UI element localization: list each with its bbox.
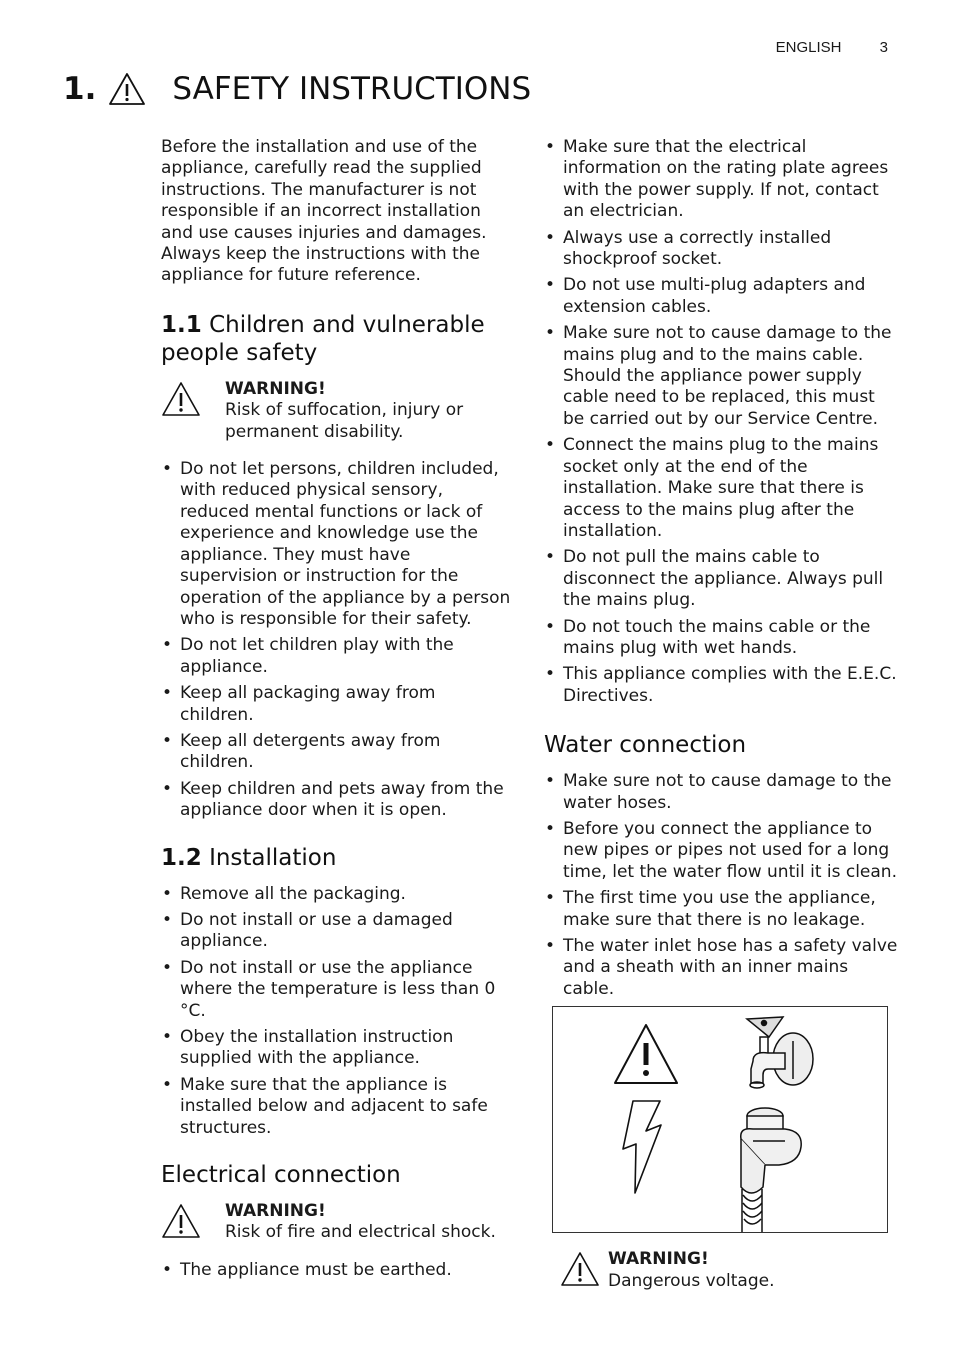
warning-triangle-icon bbox=[108, 72, 146, 106]
warning-triangle-icon bbox=[161, 1203, 201, 1239]
warning-title: WARNING! bbox=[608, 1249, 709, 1270]
list-item: • This appliance complies with the E.E.C. Directives. bbox=[544, 664, 898, 707]
list-item: • Do not use multi-plug adapters and extension cables. bbox=[544, 275, 898, 318]
list-item: • Do not install or use the appliance where the temperature is less than 0 °C. bbox=[161, 958, 513, 1022]
list-item: • Keep children and pets away from the appliance door when it is open. bbox=[161, 779, 513, 822]
list-item: • Before you connect the appliance to new pipes or pipes not used for a long time, let the water flow until it is clean. bbox=[544, 819, 898, 883]
list-item: • Always use a correctly installed shockproof socket. bbox=[544, 228, 898, 271]
list-item: • The water inlet hose has a safety valve and a sheath with an inner mains cable. bbox=[544, 936, 898, 1000]
list-item: • Do not touch the mains cable or the mains plug with wet hands. bbox=[544, 617, 898, 660]
safety-valve-icon bbox=[741, 1108, 801, 1232]
heading-installation bbox=[161, 844, 513, 872]
warning-block bbox=[161, 1201, 513, 1244]
list-item: • Make sure not to cause damage to the mains plug and to the mains cable. Should the appliance power supply cable need to be replaced, this must be carried out by our Service Centre. bbox=[544, 323, 898, 430]
heading-number: 1.2 bbox=[161, 844, 202, 871]
list-item: • Do not install or use a damaged appliance. bbox=[161, 910, 513, 953]
list-item: • Do not let children play with the appliance. bbox=[161, 635, 513, 678]
water-list bbox=[544, 771, 898, 1000]
water-tap-icon bbox=[747, 1017, 813, 1088]
list-item: • Make sure not to cause damage to the water hoses. bbox=[544, 771, 898, 814]
list-item: • Do not pull the mains cable to disconnect the appliance. Always pull the mains plug. bbox=[544, 547, 898, 611]
installation-list bbox=[161, 884, 513, 1139]
warning-triangle-icon bbox=[161, 381, 201, 417]
left-column bbox=[161, 137, 513, 1286]
warning-triangle-icon bbox=[615, 1025, 677, 1083]
list-item: • The appliance must be earthed. bbox=[161, 1260, 513, 1281]
heading-text: Children and vulnerable people safety bbox=[161, 311, 485, 366]
warning-title: WARNING! bbox=[225, 1201, 326, 1222]
warning-text: Risk of suffocation, injury or permanent disability. bbox=[225, 400, 464, 442]
electrical-list-right bbox=[544, 137, 898, 707]
page-title bbox=[63, 66, 531, 112]
safety-valve-illustration bbox=[552, 1006, 888, 1233]
right-column bbox=[544, 137, 898, 1308]
list-item: • Do not let persons, children included, with reduced physical sensory, reduced mental functions or lack of experience and knowledge use the appliance. They must have supervision or instruction for the operation of the appliance by a person who is responsible for their safety. bbox=[161, 459, 513, 630]
list-item: • Keep all detergents away from children. bbox=[161, 731, 513, 774]
heading-number: 1.1 bbox=[161, 311, 202, 338]
page-number: 3 bbox=[879, 39, 888, 56]
warning-text: Risk of fire and electrical shock. bbox=[225, 1222, 496, 1243]
list-item: • Make sure that the electrical information on the rating plate agrees with the power supply. If not, contact an electrician. bbox=[544, 137, 898, 223]
list-item: • Connect the mains plug to the mains socket only at the end of the installation. Make sure that there is access to the mains plug after the installation. bbox=[544, 435, 898, 542]
list-item: • Make sure that the appliance is installed below and adjacent to safe structures. bbox=[161, 1075, 513, 1139]
list-item: • Keep all packaging away from children. bbox=[161, 683, 513, 726]
list-item: • Remove all the packaging. bbox=[161, 884, 513, 905]
lightning-bolt-icon bbox=[623, 1101, 661, 1193]
heading-children-safety bbox=[161, 311, 513, 367]
heading-electrical: Electrical connection bbox=[161, 1162, 401, 1189]
heading-water: Water connection bbox=[544, 732, 747, 759]
title-text: SAFETY INSTRUCTIONS bbox=[172, 71, 532, 107]
page-header bbox=[776, 39, 888, 56]
header-language: ENGLISH bbox=[775, 39, 842, 56]
electrical-list-left bbox=[161, 1260, 513, 1281]
intro-paragraph: Before the installation and use of the appliance, carefully read the supplied instructions. The manufacturer is not responsible if an incorrect installation and use causes injuries and damages. Always keep the instructions with the appliance for future reference. bbox=[161, 137, 487, 286]
section-number: 1. bbox=[63, 71, 97, 107]
warning-triangle-icon bbox=[560, 1251, 600, 1287]
children-safety-list bbox=[161, 459, 513, 822]
warning-block bbox=[161, 379, 513, 443]
warning-title: WARNING! bbox=[225, 378, 326, 399]
list-item: • Obey the installation instruction supplied with the appliance. bbox=[161, 1027, 513, 1070]
warning-block bbox=[560, 1249, 898, 1292]
heading-text: Installation bbox=[209, 844, 337, 871]
list-item: • The first time you use the appliance, make sure that there is no leakage. bbox=[544, 888, 898, 931]
warning-text: Dangerous voltage. bbox=[608, 1270, 775, 1291]
